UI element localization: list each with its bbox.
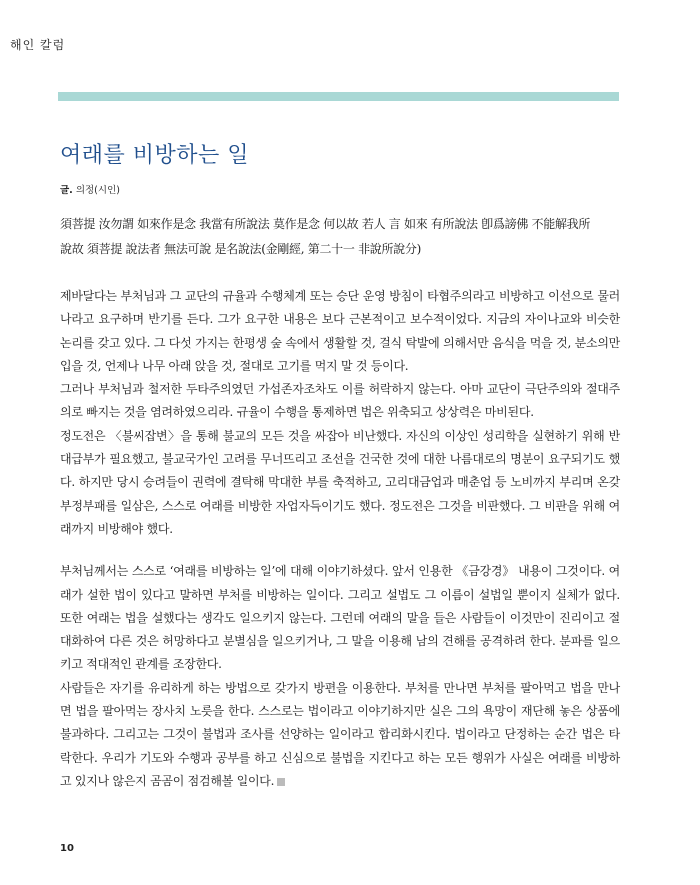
body-paragraph: 그러나 부처님과 철저한 두타주의였던 가섭존자조차도 이를 허락하지 않는다. 아마 교단이 극단주의와 절대주의로 빠지는 것을 염려하였으리라. 규율이 수행을 통제하면 법은 위축되고 상상력은 마비된다. bbox=[60, 382, 620, 420]
author-byline bbox=[60, 182, 120, 196]
section-label: 해인 칼럼 bbox=[10, 38, 66, 52]
quote-line: 說故 須菩提 說法者 無法可說 是名說法(金剛經, 第二十一 非說所說分) bbox=[60, 242, 421, 256]
body-paragraph bbox=[60, 677, 620, 793]
article-title: 여래를 비방하는 일 bbox=[60, 143, 250, 168]
end-mark-icon bbox=[277, 778, 285, 786]
body-paragraph: 정도전은 〈불씨잡변〉을 통해 불교의 모든 것을 싸잡아 비난했다. 자신의 이상인 성리학을 실현하기 위해 반대급부가 필요했고, 불교국가인 고려를 무너뜨리고 조선을 건국한 것에 대한 나름대로의 명분이 요구되기도 했다. 하지만 당시 승려들이 권력에 결탁해 막대한 부를 축적하고, 고리대금업과 매춘업 등 노비까지 부리며 온갖 부정부패를 일삼은, 스스로 여래를 비방한 자업자득이기도 했다. 정도전은 그것을 비판했다. 그 비판을 위해 여래까지 비방해야 했다. bbox=[60, 428, 620, 536]
author-name: 의정(시인) bbox=[75, 185, 120, 196]
body-paragraph: 제바달다는 부처님과 그 교단의 규율과 수행체계 또는 승단 운영 방침이 타협주의라고 비방하고 이선으로 물러나라고 요구하며 반기를 든다. 그가 요구한 내용은 보다 근본적이고 보수적이었다. 지금의 자이나교와 비슷한 논리를 갖고 있다. 그 다섯 가지는 한평생 숲 속에서 생활할 것, 걸식 탁발에 의해서만 음식을 먹을 것, 분소의만 입을 것, 언제나 나무 아래 앉을 것, 절대로 고기를 먹지 말 것 등이다. bbox=[60, 289, 620, 373]
article-body bbox=[60, 285, 620, 793]
decorative-header-bar bbox=[58, 92, 619, 101]
page-number: 10 bbox=[60, 843, 74, 854]
sutra-quote bbox=[60, 212, 620, 262]
quote-line: 須菩提 汝勿謂 如來作是念 我當有所說法 莫作是念 何以故 若人 言 如來 有所說法 卽爲謗佛 不能解我所 bbox=[60, 217, 591, 231]
author-prefix: 글. bbox=[60, 185, 73, 196]
section-gap bbox=[60, 541, 620, 560]
body-paragraph-text: 사람들은 자기를 유리하게 하는 방법으로 갖가지 방편을 이용한다. 부처를 만나면 부처를 팔아먹고 법을 만나면 법을 팔아먹는 장사치 노릇을 한다. 스스로는 법이라고 이야기하지만 실은 그의 욕망이 재단해 놓은 상품에 불과하다. 그리고는 그것이 불법과 조사를 선양하는 일이라고 합리화시킨다. 법이라고 단정하는 순간 법은 타락한다. 우리가 기도와 수행과 공부를 하고 신심으로 불법을 지킨다고 하는 모든 행위가 사실은 여래를 비방하고 있지나 않은지 곰곰이 점검해볼 일이다. bbox=[60, 680, 620, 788]
body-paragraph: 부처님께서는 스스로 ‘여래를 비방하는 일’에 대해 이야기하셨다. 앞서 인용한 《금강경》 내용이 그것이다. 여래가 설한 법이 있다고 말하면 부처를 비방하는 일이다. 그리고 설법도 그 이름이 설법일 뿐이지 실체가 없다. 또한 여래는 법을 설했다는 생각도 일으키지 않는다. 그런데 여래의 말을 들은 사람들이 이것만이 진리이고 절대화하여 다른 것은 허망하다고 분별심을 일으키거나, 그 말을 이용해 남의 견해를 공격하려 한다. 분파를 일으키고 적대적인 관계를 조장한다. bbox=[60, 564, 620, 672]
